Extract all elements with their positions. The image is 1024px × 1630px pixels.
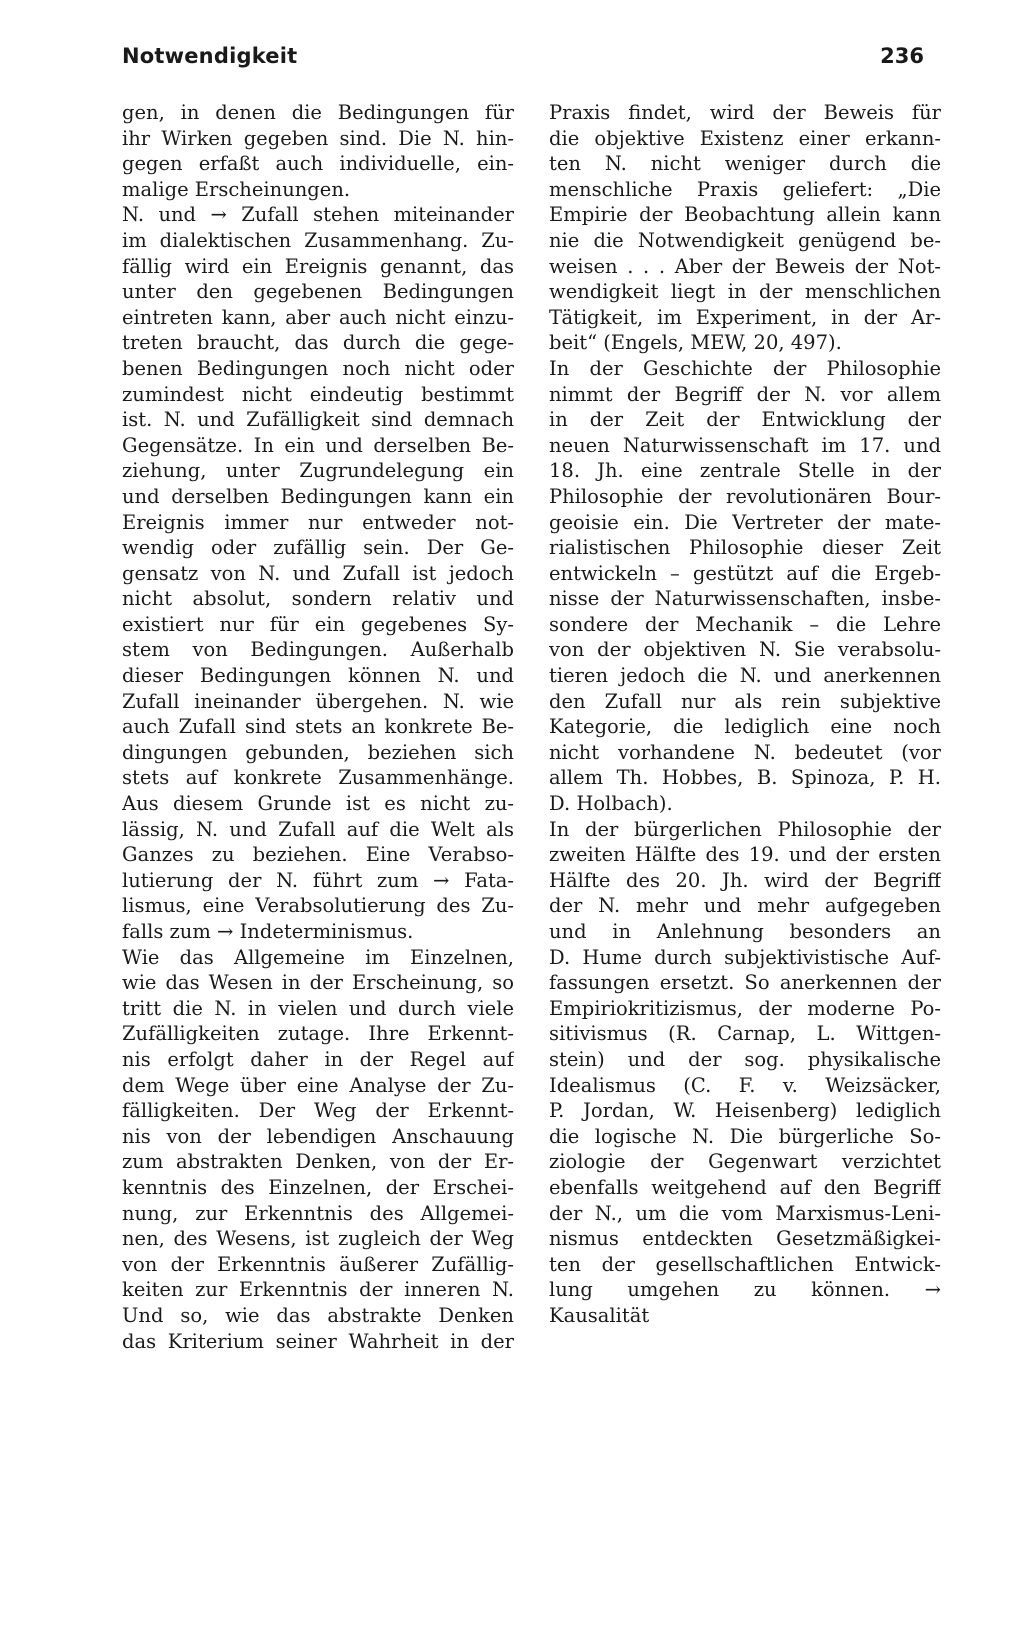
text-line: menschliche Praxis geliefert: „Die (549, 177, 941, 201)
text-line: Praxis findet, wird der Beweis für (549, 101, 941, 124)
text-line: nicht absolut, sondern relativ und (122, 587, 514, 611)
text-line: und derselben Bedingungen kann ein (122, 484, 514, 508)
text-line: der N., um die vom Marxismus-Leni- (549, 1201, 941, 1225)
text-line: Ganzes zu beziehen. Eine Verabso- (122, 843, 514, 867)
text-line: unter den gegebenen Bedingungen (122, 280, 514, 304)
text-line: nis erfolgt daher in der Regel auf (122, 1047, 514, 1071)
text-line: existiert nur für ein gegebenes Sy- (122, 612, 514, 636)
text-line: keiten zur Erkenntnis der inneren N. (122, 1278, 514, 1302)
text-line: im dialektischen Zusammenhang. Zu- (122, 228, 514, 252)
text-line: die logische N. Die bürgerliche So- (549, 1124, 941, 1148)
text-line: lung umgehen zu können. → (549, 1278, 941, 1302)
text-line: Wie das Allgemeine im Einzelnen, (122, 945, 514, 969)
text-line: eintreten kann, aber auch nicht einzu- (122, 305, 514, 329)
text-line: rialistischen Philosophie dieser Zeit (549, 536, 941, 560)
text-line: die objektive Existenz einer erkann- (549, 126, 941, 150)
text-line: treten braucht, das durch die gege- (122, 331, 514, 355)
text-line: das Kriterium seiner Wahrheit in der (122, 1329, 514, 1353)
text-line: lismus, eine Verabsolutierung des Zu- (122, 894, 514, 918)
text-line: auch Zufall sind stets an konkrete Be- (122, 715, 514, 739)
text-line: wendig oder zufällig sein. Der Ge- (122, 536, 514, 560)
text-line: dingungen gebunden, beziehen sich (122, 740, 514, 764)
text-line: D. Hume durch subjektivistische Auf- (549, 945, 941, 969)
text-line: weisen . . . Aber der Beweis der Not- (549, 254, 941, 278)
text-line: fällig wird ein Ereignis genannt, das (122, 254, 514, 278)
text-line: kenntnis des Einzelnen, der Erschei- (122, 1175, 514, 1199)
text-line: gegen erfaßt auch individuelle, ein- (122, 152, 514, 176)
text-line: nisse der Naturwissenschaften, insbe- (549, 587, 941, 611)
text-line: benen Bedingungen noch nicht oder (122, 356, 514, 380)
text-line: der N. mehr und mehr aufgegeben (549, 894, 941, 918)
text-line: entwickeln – gestützt auf die Ergeb- (549, 561, 941, 585)
text-line: nimmt der Begriff der N. vor allem (549, 382, 941, 406)
text-line: Zufall ineinander übergehen. N. wie (122, 689, 514, 713)
text-line: Aus diesem Grunde ist es nicht zu- (122, 792, 514, 816)
text-line: Gegensätze. In ein und derselben Be- (122, 433, 514, 457)
text-line: nis von der lebendigen Anschauung (122, 1124, 514, 1148)
text-line: nen, des Wesens, ist zugleich der Weg (122, 1227, 514, 1251)
text-line: geoisie ein. Die Vertreter der mate- (549, 510, 941, 534)
text-line: Ereignis immer nur entweder not- (122, 510, 514, 534)
text-line: stem von Bedingungen. Außerhalb (122, 638, 514, 662)
text-line: N. und → Zufall stehen miteinander (122, 203, 514, 227)
text-line: Und so, wie das abstrakte Denken (122, 1303, 514, 1327)
text-line: 18. Jh. eine zentrale Stelle in der (549, 459, 941, 483)
text-line: P. Jordan, W. Heisenberg) lediglich (549, 1099, 941, 1123)
text-line: ziehung, unter Zugrundelegung ein (122, 459, 514, 483)
text-line: In der bürgerlichen Philosophie der (549, 817, 941, 841)
text-line: dieser Bedingungen können N. und (122, 664, 514, 688)
text-line: Idealismus (C. F. v. Weizsäcker, (549, 1073, 941, 1097)
running-head-term: Notwendigkeit (122, 44, 298, 68)
text-line: Philosophie der revolutionären Bour- (549, 484, 941, 508)
text-line: allem Th. Hobbes, B. Spinoza, P. H. (549, 766, 941, 790)
text-line: ziologie der Gegenwart verzichtet (549, 1150, 941, 1174)
text-line: lässig, N. und Zufall auf die Welt als (122, 817, 514, 841)
text-line: den Zufall nur als rein subjektive (549, 689, 941, 713)
text-line: neuen Naturwissenschaft im 17. und (549, 433, 941, 457)
text-line: D. Holbach). (549, 792, 673, 816)
text-line: Hälfte des 20. Jh. wird der Begriff (549, 868, 941, 892)
text-line: Tätigkeit, im Experiment, in der Ar- (549, 305, 941, 329)
text-line: falls zum → Indeterminismus. (122, 920, 414, 943)
text-line: wendigkeit liegt in der menschlichen (549, 280, 941, 304)
text-line: von der Erkenntnis äußerer Zufällig- (122, 1252, 514, 1276)
text-line: gensatz von N. und Zufall ist jedoch (122, 561, 514, 585)
page-number: 236 (880, 44, 924, 68)
text-line: tieren jedoch die N. und anerkennen (549, 664, 941, 688)
text-line: ten N. nicht weniger durch die (549, 152, 941, 176)
text-line: Kausalität (549, 1303, 650, 1327)
text-line: lutierung der N. führt zum → Fata- (122, 868, 514, 892)
text-line: beit“ (Engels, MEW, 20, 497). (549, 331, 842, 355)
text-line: nie die Notwendigkeit genügend be- (549, 228, 941, 252)
text-line: Empiriokritizismus, der moderne Po- (549, 996, 941, 1020)
text-line: Zufälligkeiten zutage. Ihre Erkennt- (122, 1022, 514, 1046)
text-line: stein) und der sog. physikalische (549, 1047, 941, 1071)
text-line: stets auf konkrete Zusammenhänge. (122, 766, 514, 790)
left-text-column (122, 100, 514, 1354)
text-line: ihr Wirken gegeben sind. Die N. hin- (122, 126, 514, 150)
text-line: ebenfalls weitgehend auf den Begriff (549, 1175, 941, 1199)
text-line: gen, in denen die Bedingungen für (122, 101, 514, 124)
text-line: nismus entdeckten Gesetzmäßigkei- (549, 1227, 941, 1251)
text-line: ten der gesellschaftlichen Entwick- (549, 1252, 941, 1276)
text-line: sondere der Mechanik – die Lehre (549, 612, 941, 636)
text-line: ist. N. und Zufälligkeit sind demnach (122, 408, 514, 432)
text-line: und in Anlehnung besonders an (549, 920, 941, 943)
right-text-column (549, 100, 941, 1329)
text-line: In der Geschichte der Philosophie (549, 356, 941, 380)
text-line: dem Wege über eine Analyse der Zu- (122, 1073, 514, 1097)
text-line: nung, zur Erkenntnis des Allgemei- (122, 1201, 514, 1225)
text-line: nicht vorhandene N. bedeutet (vor (549, 740, 941, 764)
text-line: sitivismus (R. Carnap, L. Wittgen- (549, 1022, 941, 1046)
text-line: zum abstrakten Denken, von der Er- (122, 1150, 514, 1174)
text-line: malige Erscheinungen. (122, 177, 351, 201)
text-line: zumindest nicht eindeutig bestimmt (122, 382, 514, 406)
text-line: Empirie der Beobachtung allein kann (549, 203, 941, 227)
text-line: in der Zeit der Entwicklung der (549, 408, 941, 432)
text-line: tritt die N. in vielen und durch viele (122, 996, 514, 1020)
text-line: Kategorie, die lediglich eine noch (549, 715, 941, 739)
text-line: fassungen ersetzt. So anerkennen der (549, 971, 941, 995)
text-line: zweiten Hälfte des 19. und der ersten (549, 843, 941, 867)
text-line: fälligkeiten. Der Weg der Erkennt- (122, 1099, 514, 1123)
text-line: von der objektiven N. Sie verabsolu- (549, 638, 941, 662)
text-line: wie das Wesen in der Erscheinung, so (122, 971, 514, 995)
